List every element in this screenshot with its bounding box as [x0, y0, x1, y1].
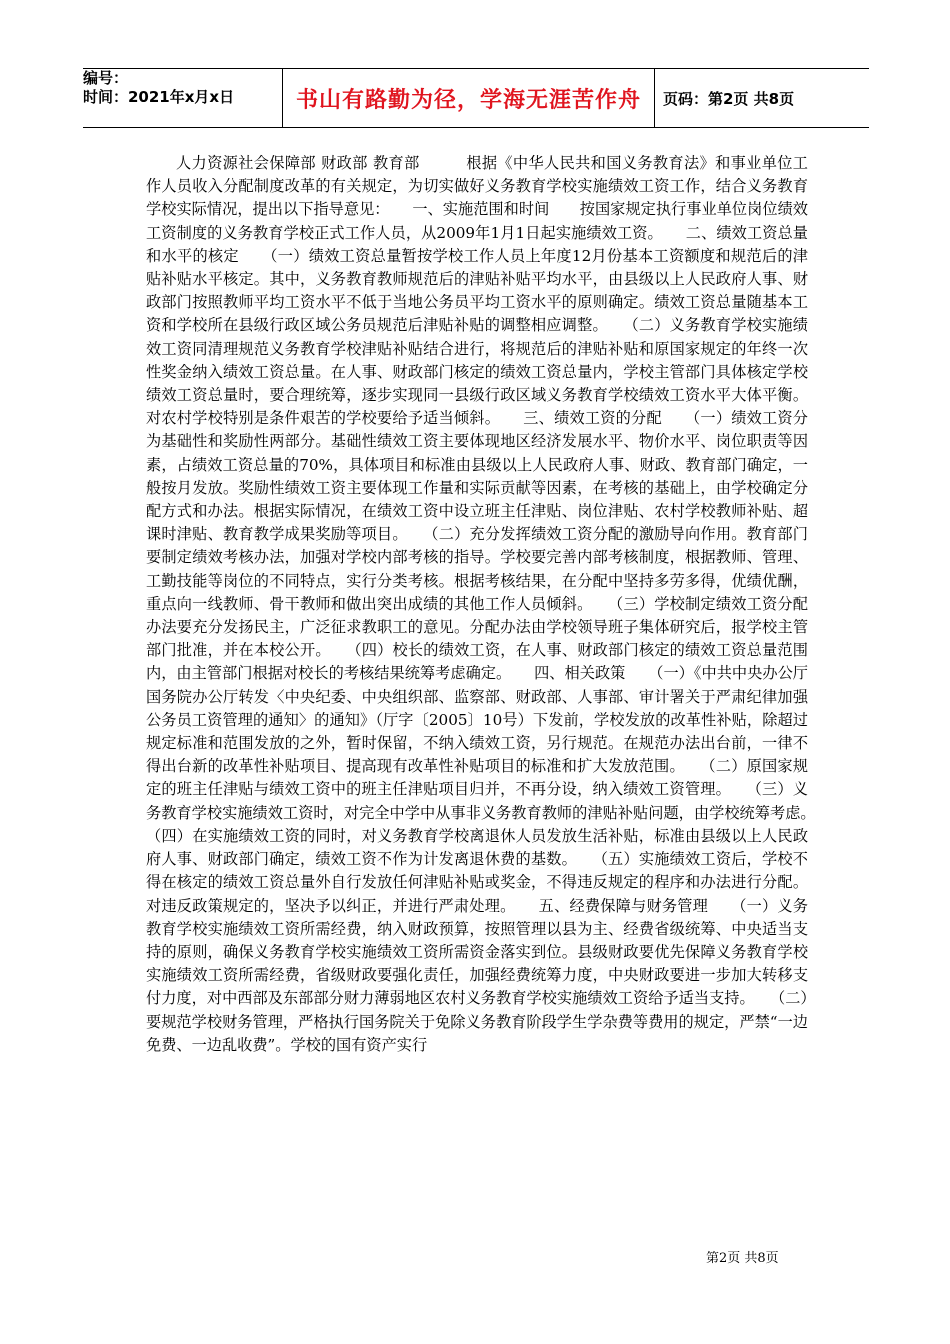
page-footer: 第2页 共8页 [706, 1251, 779, 1266]
header-meta [83, 69, 283, 127]
header-page-info: 页码：第2页 共8页 [663, 89, 795, 108]
document-time-label: 时间：2021年x月x日 [83, 88, 235, 106]
header-motto: 书山有路勤为径，学海无涯苦作舟 [283, 69, 655, 127]
document-number-label: 编号： [83, 69, 129, 87]
page-header [83, 68, 869, 128]
document-body-text: 人力资源社会保障部 财政部 教育部 根据《中华人民共和国义务教育法》和事业单位工作人员收入分配制度改革的有关规定，为切实做好义务教育学校实施绩效工资工作，结合义务教育学校实际情况，提出以下指导意见： 一、实施范围和时间 按国家规定执行事业单位岗位绩效工资制度的义务教育学校正式工作人员，从2009年1月1日起实施绩效工资。 二、绩效工资总量和水平的核定 （一）绩效工资总量暂按学校工作人员上年度12月份基本工资额度和规范后的津贴补贴水平核定。其中，义务教育教师规范后的津贴补贴平均水平，由县级以上人民政府人事、财政部门按照教师平均工资水平不低于当地公务员平均工资水平的原则确定。绩效工资总量随基本工资和学校所在县级行政区域公务员规范后津贴补贴的调整相应调整。 （二）义务教育学校实施绩效工资同清理规范义务教育学校津贴补贴结合进行，将规范后的津贴补贴和原国家规定的年终一次性奖金纳入绩效工资总量。在人事、财政部门核定的绩效工资总量内，学校主管部门具体核定学校绩效工资总量时，要合理统筹，逐步实现同一县级行政区域义务教育学校绩效工资水平大体平衡。对农村学校特别是条件艰苦的学校要给予适当倾斜。 三、绩效工资的分配 （一）绩效工资分为基础性和奖励性两部分。基础性绩效工资主要体现地区经济发展水平、物价水平、岗位职责等因素，占绩效工资总量的70%，具体项目和标准由县级以上人民政府人事、财政、教育部门确定，一般按月发放。奖励性绩效工资主要体现工作量和实际贡献等因素，在考核的基础上，由学校确定分配方式和办法。根据实际情况，在绩效工资中设立班主任津贴、岗位津贴、农村学校教师补贴、超课时津贴、教育教学成果奖励等项目。 （二）充分发挥绩效工资分配的激励导向作用。教育部门要制定绩效考核办法，加强对学校内部考核的指导。学校要完善内部考核制度，根据教师、管理、工勤技能等岗位的不同特点，实行分类考核。根据考核结果，在分配中坚持多劳多得，优绩优酬，重点向一线教师、骨干教师和做出突出成绩的其他工作人员倾斜。 （三）学校制定绩效工资分配办法要充分发扬民主，广泛征求教职工的意见。分配办法由学校领导班子集体研究后，报学校主管部门批准，并在本校公开。 （四）校长的绩效工资，在人事、财政部门核定的绩效工资总量范围内，由主管部门根据对校长的考核结果统筹考虑确定。 四、相关政策 （一）《中共中央办公厅国务院办公厅转发〈中央纪委、中央组织部、监察部、财政部、人事部、审计署关于严肃纪律加强公务员工资管理的通知〉的通知》（厅字〔2005〕10号）下发前，学校发放的改革性补贴，除超过规定标准和范围发放的之外，暂时保留，不纳入绩效工资，另行规范。在规范办法出台前，一律不得出台新的改革性补贴项目、提高现有改革性补贴项目的标准和扩大发放范围。 （二）原国家规定的班主任津贴与绩效工资中的班主任津贴项目归并，不再分设，纳入绩效工资管理。 （三）义务教育学校实施绩效工资时，对完全中学中从事非义务教育教师的津贴补贴问题，由学校统筹考虑。 （四）在实施绩效工资的同时，对义务教育学校离退休人员发放生活补贴，标准由县级以上人民政府人事、财政部门确定，绩效工资不作为计发离退休费的基数。 （五）实施绩效工资后，学校不得在核定的绩效工资总量外自行发放任何津贴补贴或奖金，不得违反规定的程序和办法进行分配。对违反政策规定的，坚决予以纠正，并进行严肃处理。 五、经费保障与财务管理 （一）义务教育学校实施绩效工资所需经费，纳入财政预算，按照管理以县为主、经费省级统筹、中央适当支持的原则，确保义务教育学校实施绩效工资所需资金落实到位。县级财政要优先保障义务教育学校实施绩效工资所需经费，省级财政要强化责任，加强经费统筹力度，中央财政要进一步加大转移支付力度，对中西部及东部部分财力薄弱地区农村义务教育学校实施绩效工资给予适当支持。 （二）要规范学校财务管理，严格执行国务院关于免除义务教育阶段学生学杂费等费用的规定，严禁“一边免费、一边乱收费”。学校的国有资产实行 [146, 154, 839, 1054]
